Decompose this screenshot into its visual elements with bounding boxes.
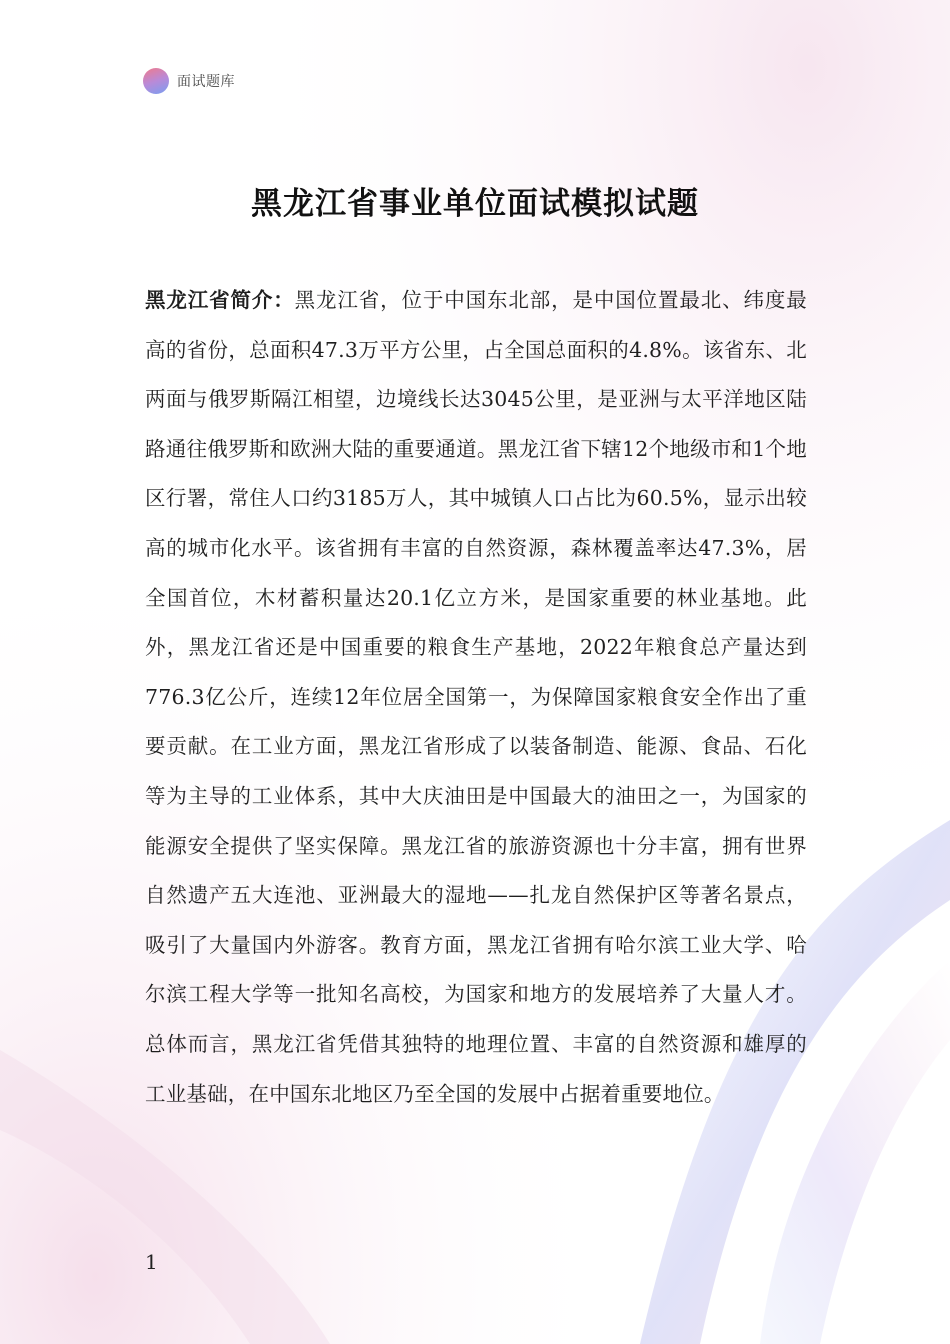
header-label: 面试题库 [177, 74, 235, 90]
paragraph-text: 黑龙江省，位于中国东北部，是中国位置最北、纬度最高的省份，总面积47.3万平方公里，占全国总面积的4.8%。该省东、北两面与俄罗斯隔江相望，边境线长达3045公里，是亚洲与太平洋地区陆路通往俄罗斯和欧洲大陆的重要通道。黑龙江省下辖12个地级市和1个地区行署，常住人口约3185万人，其中城镇人口占比为60.5%，显示出较高的城市化水平。该省拥有丰富的自然资源，森林覆盖率达47.3%，居全国首位，木材蓄积量达20.1亿立方米，是国家重要的林业基地。此外，黑龙江省还是中国重要的粮食生产基地，2022年粮食总产量达到776.3亿公斤，连续12年位居全国第一，为保障国家粮食安全作出了重要贡献。在工业方面，黑龙江省形成了以装备制造、能源、食品、石化等为主导的工业体系，其中大庆油田是中国最大的油田之一，为国家的能源安全提供了坚实保障。黑龙江省的旅游资源也十分丰富，拥有世界自然遗产五大连池、亚洲最大的湿地——扎龙自然保护区等著名景点，吸引了大量国内外游客。教育方面，黑龙江省拥有哈尔滨工业大学、哈尔滨工程大学等一批知名高校，为国家和地方的发展培养了大量人才。总体而言，黑龙江省凭借其独特的地理位置、丰富的自然资源和雄厚的工业基础，在中国东北地区乃至全国的发展中占据着重要地位。 [145, 288, 807, 1106]
paragraph-lead: 黑龙江省简介： [145, 288, 295, 312]
header [143, 67, 235, 95]
gradient-circle-logo-icon [143, 68, 169, 94]
page-number: 1 [145, 1250, 158, 1274]
body-paragraph [145, 276, 807, 1119]
page-title: 黑龙江省事业单位面试模拟试题 [251, 186, 699, 222]
